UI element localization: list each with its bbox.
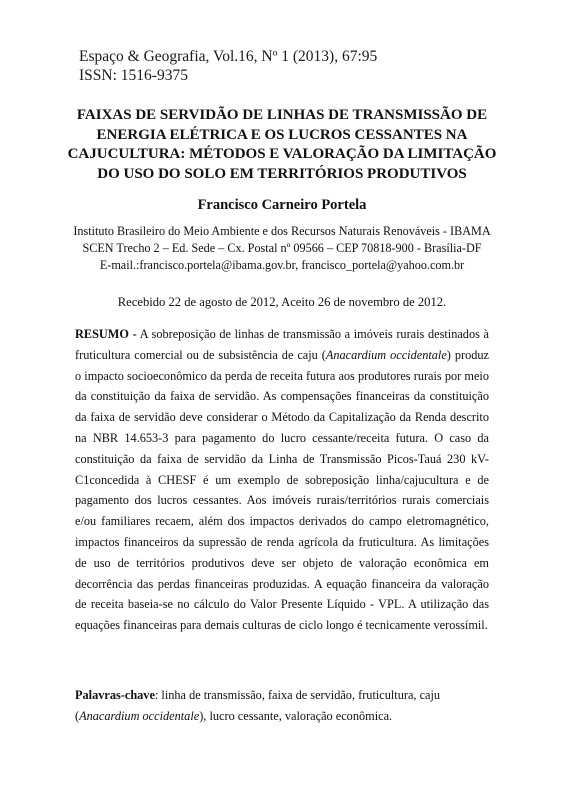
affiliation-line: SCEN Trecho 2 – Ed. Sede – Cx. Postal nº 09566 – CEP 70818-900 - Brasília-DF <box>82 241 482 255</box>
title-line: FAIXAS DE SERVIDÃO DE LINHAS DE TRANSMISSÃO DE <box>76 107 488 123</box>
keywords-text-part: : linha de transmissão, faixa de servidão, fruticultura, caju ( <box>75 688 441 723</box>
keywords <box>75 685 489 727</box>
abstract-label: RESUMO - <box>75 327 137 341</box>
title-line: ENERGIA ELÉTRICA E OS LUCROS CESSANTES NA <box>96 126 468 143</box>
keywords-species-name: Anacardium occidentale <box>79 709 200 723</box>
keywords-label: Palavras-chave <box>75 688 155 702</box>
received-dates: Recebido 22 de agosto de 2012, Aceito 26 de novembro de 2012. <box>117 295 447 309</box>
author-name: Francisco Carneiro Portela <box>197 197 367 213</box>
title-line: DO USO DO SOLO EM TERRITÓRIOS PRODUTIVOS <box>97 165 467 182</box>
abstract-species-name: Anacardium occidentale <box>325 347 447 362</box>
title-line: CAJUCULTURA: MÉTODOS E VALORAÇÃO DA LIMITAÇÃO <box>67 146 497 162</box>
journal-citation: Espaço & Geografia, Vol.16, Nº 1 (2013), 67:95 <box>79 48 378 65</box>
abstract <box>75 324 489 636</box>
affiliation-email: E-mail.:francisco.portela@ibama.gov.br, francisco_portela@yahoo.com.br <box>99 258 465 272</box>
paper-title <box>40 106 524 184</box>
journal-header <box>79 47 377 85</box>
keywords-text-part: ), lucro cessante, valoração econômica. <box>199 709 393 723</box>
author-affiliation <box>40 223 524 274</box>
journal-issn: ISSN: 1516-9375 <box>79 67 188 84</box>
abstract-text-part: ) produz o impacto socioeconômico da perda de receita futura aos produtores rurais por meio da constituição da faixa de servidão. As compensações financeiras da constituição da faixa de servidão deve considerar o Método da Capitalização da Renda descrito na NBR 14.653-3 para pagamento do lucro cessante/receita futura. O caso da constituição da faixa de servidão da Linha de Transmissão Picos-Tauá 230 kV-C1concedida à CHESF é um exemplo de sobreposição linha/cajucultura e de pagamento dos lucros cessantes. Aos imóveis rurais/territórios rurais comerciais e/ou familiares recaem, além dos impactos derivados do campo eletromagnético, impactos financeiros da supressão de renda agrícola da fruticultura. As limitações de uso de territórios produtivos deve ser objeto de valoração econômica em decorrência das perdas financeiras produzidas. A equação financeira da valoração de receita baseia-se no cálculo do Valor Presente Líquido - VPL. A utilização das equações financeiras para demais culturas de ciclo longo é tecnicamente verossímil. <box>75 347 489 633</box>
abstract-text-part: A sobreposição de linhas de transmissão a imóveis rurais destinados à fruticultura comercial ou de subsistência de caju ( <box>75 327 489 362</box>
affiliation-line: Instituto Brasileiro do Meio Ambiente e dos Recursos Naturais Renováveis - IBAMA <box>73 224 491 238</box>
